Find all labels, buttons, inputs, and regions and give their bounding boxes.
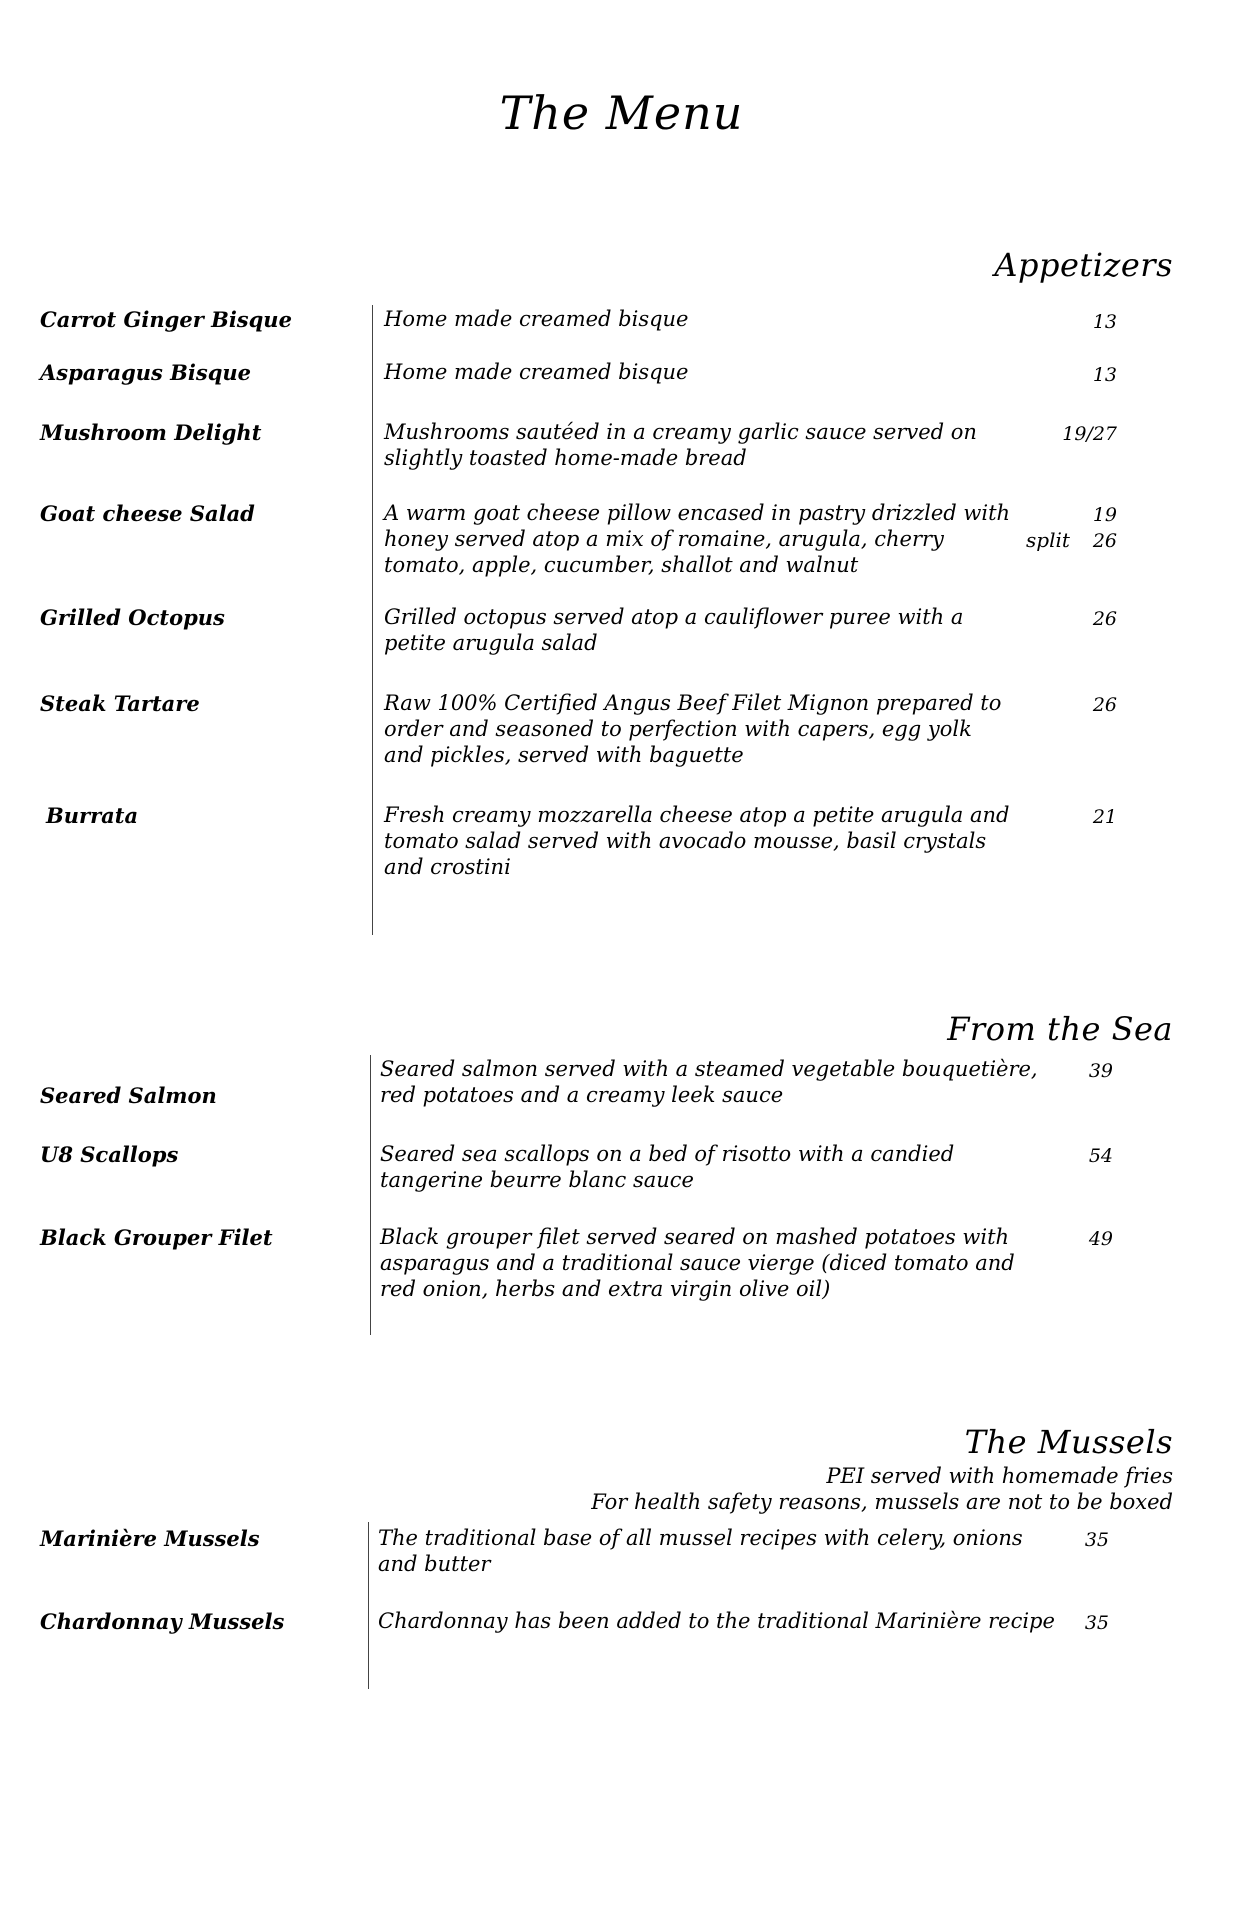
menu-item-name: Marinière Mussels <box>40 1526 260 1551</box>
menu-item-name: Black Grouper Filet <box>40 1225 273 1250</box>
menu-item-name: U8 Scallops <box>40 1142 179 1167</box>
menu-item-description: Fresh creamy mozzarella cheese atop a petite arugula and tomato salad served with avocado mousse, basil crystals and crostini <box>384 803 1010 879</box>
menu-item-price: 26 <box>1092 694 1117 716</box>
menu-item-description: The traditional base of all mussel recipes with celery, onions and butter <box>378 1526 1023 1576</box>
menu-item-description: Grilled octopus served atop a cauliflower puree with a petite arugula salad <box>384 605 964 655</box>
menu-item-name: Asparagus Bisque <box>40 360 252 385</box>
menu-item-name: Chardonnay Mussels <box>40 1609 285 1634</box>
menu-item-description: Home made creamed bisque <box>384 307 689 331</box>
menu-item-name: Seared Salmon <box>40 1083 217 1108</box>
menu-item-description: Home made creamed bisque <box>384 360 689 384</box>
from-the-sea-divider <box>370 1055 371 1335</box>
menu-item-price: 13 <box>1092 364 1117 386</box>
menu-item-price: 13 <box>1092 311 1117 333</box>
menu-item-price: 21 <box>1092 806 1117 828</box>
menu-item-description: Seared salmon served with a steamed vegetable bouquetière, red potatoes and a creamy leek sauce <box>380 1057 1038 1107</box>
menu-item-name: Goat cheese Salad <box>40 501 255 526</box>
menu-item-price: 35 <box>1084 1612 1109 1634</box>
menu-item-description: Black grouper filet served seared on mashed potatoes with asparagus and a traditional sauce vierge (diced tomato and red onion, herbs and extra virgin olive oil) <box>380 1225 1015 1301</box>
menu-item-price: 35 <box>1084 1529 1109 1551</box>
section-heading-mussels: The Mussels <box>964 1423 1173 1461</box>
menu-item-description: Raw 100% Certified Angus Beef Filet Mignon prepared to order and seasoned to perfection with capers, egg yolk and pickles, served with baguette <box>384 691 1002 767</box>
menu-item-price: 26 <box>1092 608 1117 630</box>
menu-item-name: Mushroom Delight <box>40 420 262 445</box>
menu-item-description: A warm goat cheese pillow encased in pastry drizzled with honey served atop a mix of romaine, arugula, cherry tomato, apple, cucumber, shallot and walnut <box>384 501 1011 577</box>
page-title: The Menu <box>499 86 744 140</box>
menu-item-price: 49 <box>1088 1228 1113 1250</box>
menu-item-price: 19/27 <box>1062 423 1117 445</box>
menu-item-description: Mushrooms sautéed in a creamy garlic sauce served on slightly toasted home-made bread <box>384 420 977 470</box>
split-label: split <box>1026 528 1070 552</box>
menu-item-name: Burrata <box>46 803 139 828</box>
split-price: 26 <box>1092 530 1117 552</box>
menu-item-name: Carrot Ginger Bisque <box>40 307 292 332</box>
menu-item-price: 54 <box>1088 1145 1113 1167</box>
mussels-note: PEI served with homemade fries <box>826 1464 1173 1488</box>
menu-item-description: Seared sea scallops on a bed of risotto with a candied tangerine beurre blanc sauce <box>380 1142 955 1192</box>
section-heading-from-the-sea: From the Sea <box>947 1010 1173 1048</box>
appetizers-divider <box>372 305 373 935</box>
menu-item-name: Steak Tartare <box>40 691 200 716</box>
menu-item-price: 19 <box>1092 504 1117 526</box>
menu-item-name: Grilled Octopus <box>40 605 225 630</box>
section-heading-appetizers: Appetizers <box>994 246 1173 284</box>
menu-item-price: 39 <box>1088 1060 1113 1082</box>
mussels-health-note: For health safety reasons, mussels are not to be boxed <box>591 1490 1173 1514</box>
mussels-divider <box>368 1522 369 1689</box>
menu-item-description: Chardonnay has been added to the traditional Marinière recipe <box>378 1609 1055 1633</box>
